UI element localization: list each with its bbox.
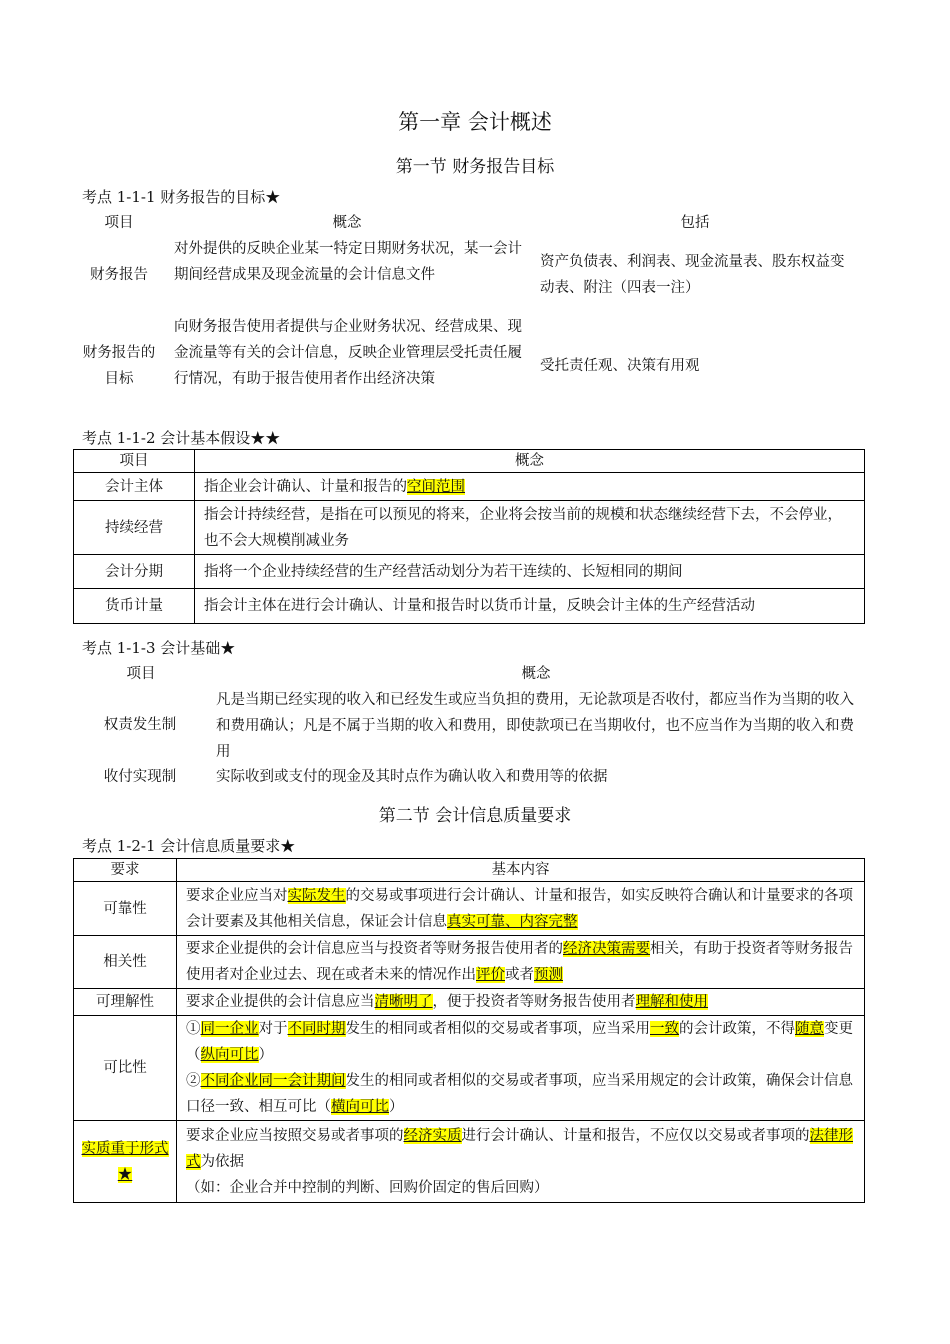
table-row-comparability: [74, 1016, 865, 1121]
row-concept: 指将一个企业持续经营的生产经营活动划分为若干连续的、长短相同的期间: [195, 555, 865, 589]
kp1-header-item: 项目: [104, 215, 134, 231]
kp1-row1-includes: 资产负债表、利润表、现金流量表、股东权益变动表、附注（四表一注）: [540, 254, 845, 296]
row-item: 可靠性: [74, 882, 177, 936]
example-note: （如：企业合并中控制的判断、回购价固定的售后回购）: [186, 1179, 549, 1196]
row-item: 会计分期: [74, 555, 195, 589]
kp-title-1-2-1: 考点 1-2-1 会计信息质量要求★: [82, 837, 296, 855]
highlight: 实质重于形式★: [81, 1140, 169, 1183]
table-row-reliability: [74, 882, 865, 936]
kp3-row1-item: 权责发生制: [103, 717, 177, 733]
highlight: 实际发生: [287, 887, 346, 904]
highlight: 经济实质: [403, 1127, 462, 1144]
column-header-item: 项目: [74, 450, 195, 473]
highlight: 不同企业同一会计期间: [200, 1073, 346, 1089]
highlight: 横向可比: [331, 1099, 389, 1115]
section-title-2: 第二节 会计信息质量要求: [378, 806, 572, 826]
table-header-row: [74, 450, 865, 473]
assumptions-table: [73, 449, 865, 624]
table-row-relevance: [74, 936, 865, 989]
kp1-header-concept: 概念: [332, 215, 362, 231]
section-title-1: 第一节 财务报告目标: [395, 157, 555, 177]
row-content: ①同一企业对于不同时期发生的相同或者相似的交易或者事项，应当采用一致的会计政策，不得随意变更（纵向可比） ②不同企业同一会计期间发生的相同或者相似的交易或者事项，应当采用规定的会计政策，确保会计信息口径一致、相互可比（横向可比）: [177, 1016, 865, 1121]
highlight: 一致: [650, 1021, 679, 1037]
kp3-header-item: 项目: [126, 666, 156, 682]
quality-table: [73, 858, 865, 1203]
highlight: 预测: [534, 967, 563, 983]
highlight: 评价: [476, 967, 505, 983]
highlight: 真实可靠、内容完整: [447, 913, 578, 930]
table-row-understandability: [74, 989, 865, 1016]
highlight: 空间范围: [407, 478, 465, 495]
kp-title-1-1-2: 考点 1-1-2 会计基本假设★★: [82, 429, 281, 447]
row-content: 要求企业提供的会计信息应当清晰明了，便于投资者等财务报告使用者理解和使用: [177, 989, 865, 1016]
kp3-row2-item: 收付实现制: [103, 769, 177, 785]
kp1-row1-concept: 对外提供的反映企业某一特定日期财务状况，某一会计期间经营成果及现金流量的会计信息文件: [174, 241, 522, 283]
highlight: 不同时期: [287, 1021, 346, 1037]
row-content: 要求企业应当对实际发生的交易或事项进行会计确认、计量和报告，如实反映符合确认和计量要求的各项会计要素及其他相关信息，保证会计信息真实可靠、内容完整: [177, 882, 865, 936]
row-item: 可理解性: [74, 989, 177, 1016]
highlight: 法律形式: [186, 1127, 853, 1170]
row-content: 要求企业应当按照交易或者事项的经济实质进行会计确认、计量和报告，不应仅以交易或者事项的法律形式为依据 （如：企业合并中控制的判断、回购价固定的售后回购）: [177, 1121, 865, 1203]
chapter-title: 第一章 会计概述: [398, 110, 552, 134]
table-row: [74, 589, 865, 624]
row-item: [74, 1121, 177, 1203]
row-item: 可比性: [74, 1016, 177, 1121]
column-header-requirement: 要求: [74, 859, 177, 882]
highlight: 随意: [795, 1021, 824, 1037]
row-item: 会计主体: [74, 473, 195, 501]
row-concept: 指会计主体在进行会计确认、计量和报告时以货币计量，反映会计主体的生产经营活动: [195, 589, 865, 624]
kp1-header-includes: 包括: [680, 215, 710, 231]
row-item: 相关性: [74, 936, 177, 989]
highlight: 纵向可比: [200, 1047, 259, 1063]
kp3-row2-concept: 实际收到或支付的现金及其时点作为确认收入和费用等的依据: [216, 769, 608, 785]
row-concept: 指企业会计确认、计量和报告的空间范围: [195, 473, 865, 501]
row-item: 持续经营: [74, 501, 195, 555]
table-row: [74, 501, 865, 555]
column-header-concept: 概念: [195, 450, 865, 473]
column-header-content: 基本内容: [177, 859, 865, 882]
row-content: 要求企业提供的会计信息应当与投资者等财务报告使用者的经济决策需要相关，有助于投资者等财务报告使用者对企业过去、现在或者未来的情况作出评价或者预测: [177, 936, 865, 989]
highlight: 理解和使用: [635, 994, 708, 1010]
table-row: [74, 473, 865, 501]
table-row: [74, 555, 865, 589]
kp3-header-concept: 概念: [521, 666, 551, 682]
highlight: 清晰明了: [374, 994, 433, 1010]
kp3-row1-concept: 凡是当期已经实现的收入和已经发生或应当负担的费用，无论款项是否收付，都应当作为当期的收入和费用确认；凡是不属于当期的收入和费用，即使款项已在当期收付，也不应当作为当期的收入和费用: [216, 692, 854, 760]
row-concept: 指会计持续经营，是指在可以预见的将来，企业将会按当前的规模和状态继续经营下去，不会停业，也不会大规模削减业务: [195, 501, 865, 555]
highlight: 同一企业: [200, 1021, 259, 1037]
table-header-row: [74, 859, 865, 882]
kp1-row2-item: 财务报告的目标: [82, 345, 156, 387]
kp-title-1-1-3: 考点 1-1-3 会计基础★: [82, 639, 236, 657]
kp1-row2-concept: 向财务报告使用者提供与企业财务状况、经营成果、现金流量等有关的会计信息，反映企业管理层受托责任履行情况，有助于报告使用者作出经济决策: [174, 319, 522, 387]
kp1-row2-includes: 受托责任观、决策有用观: [540, 358, 700, 374]
highlight: 经济决策需要: [563, 941, 650, 957]
kp-title-1-1-1: 考点 1-1-1 财务报告的目标★: [82, 188, 281, 206]
kp1-row1-item: 财务报告: [90, 267, 148, 283]
table-row-substance: [74, 1121, 865, 1203]
row-item: 货币计量: [74, 589, 195, 624]
